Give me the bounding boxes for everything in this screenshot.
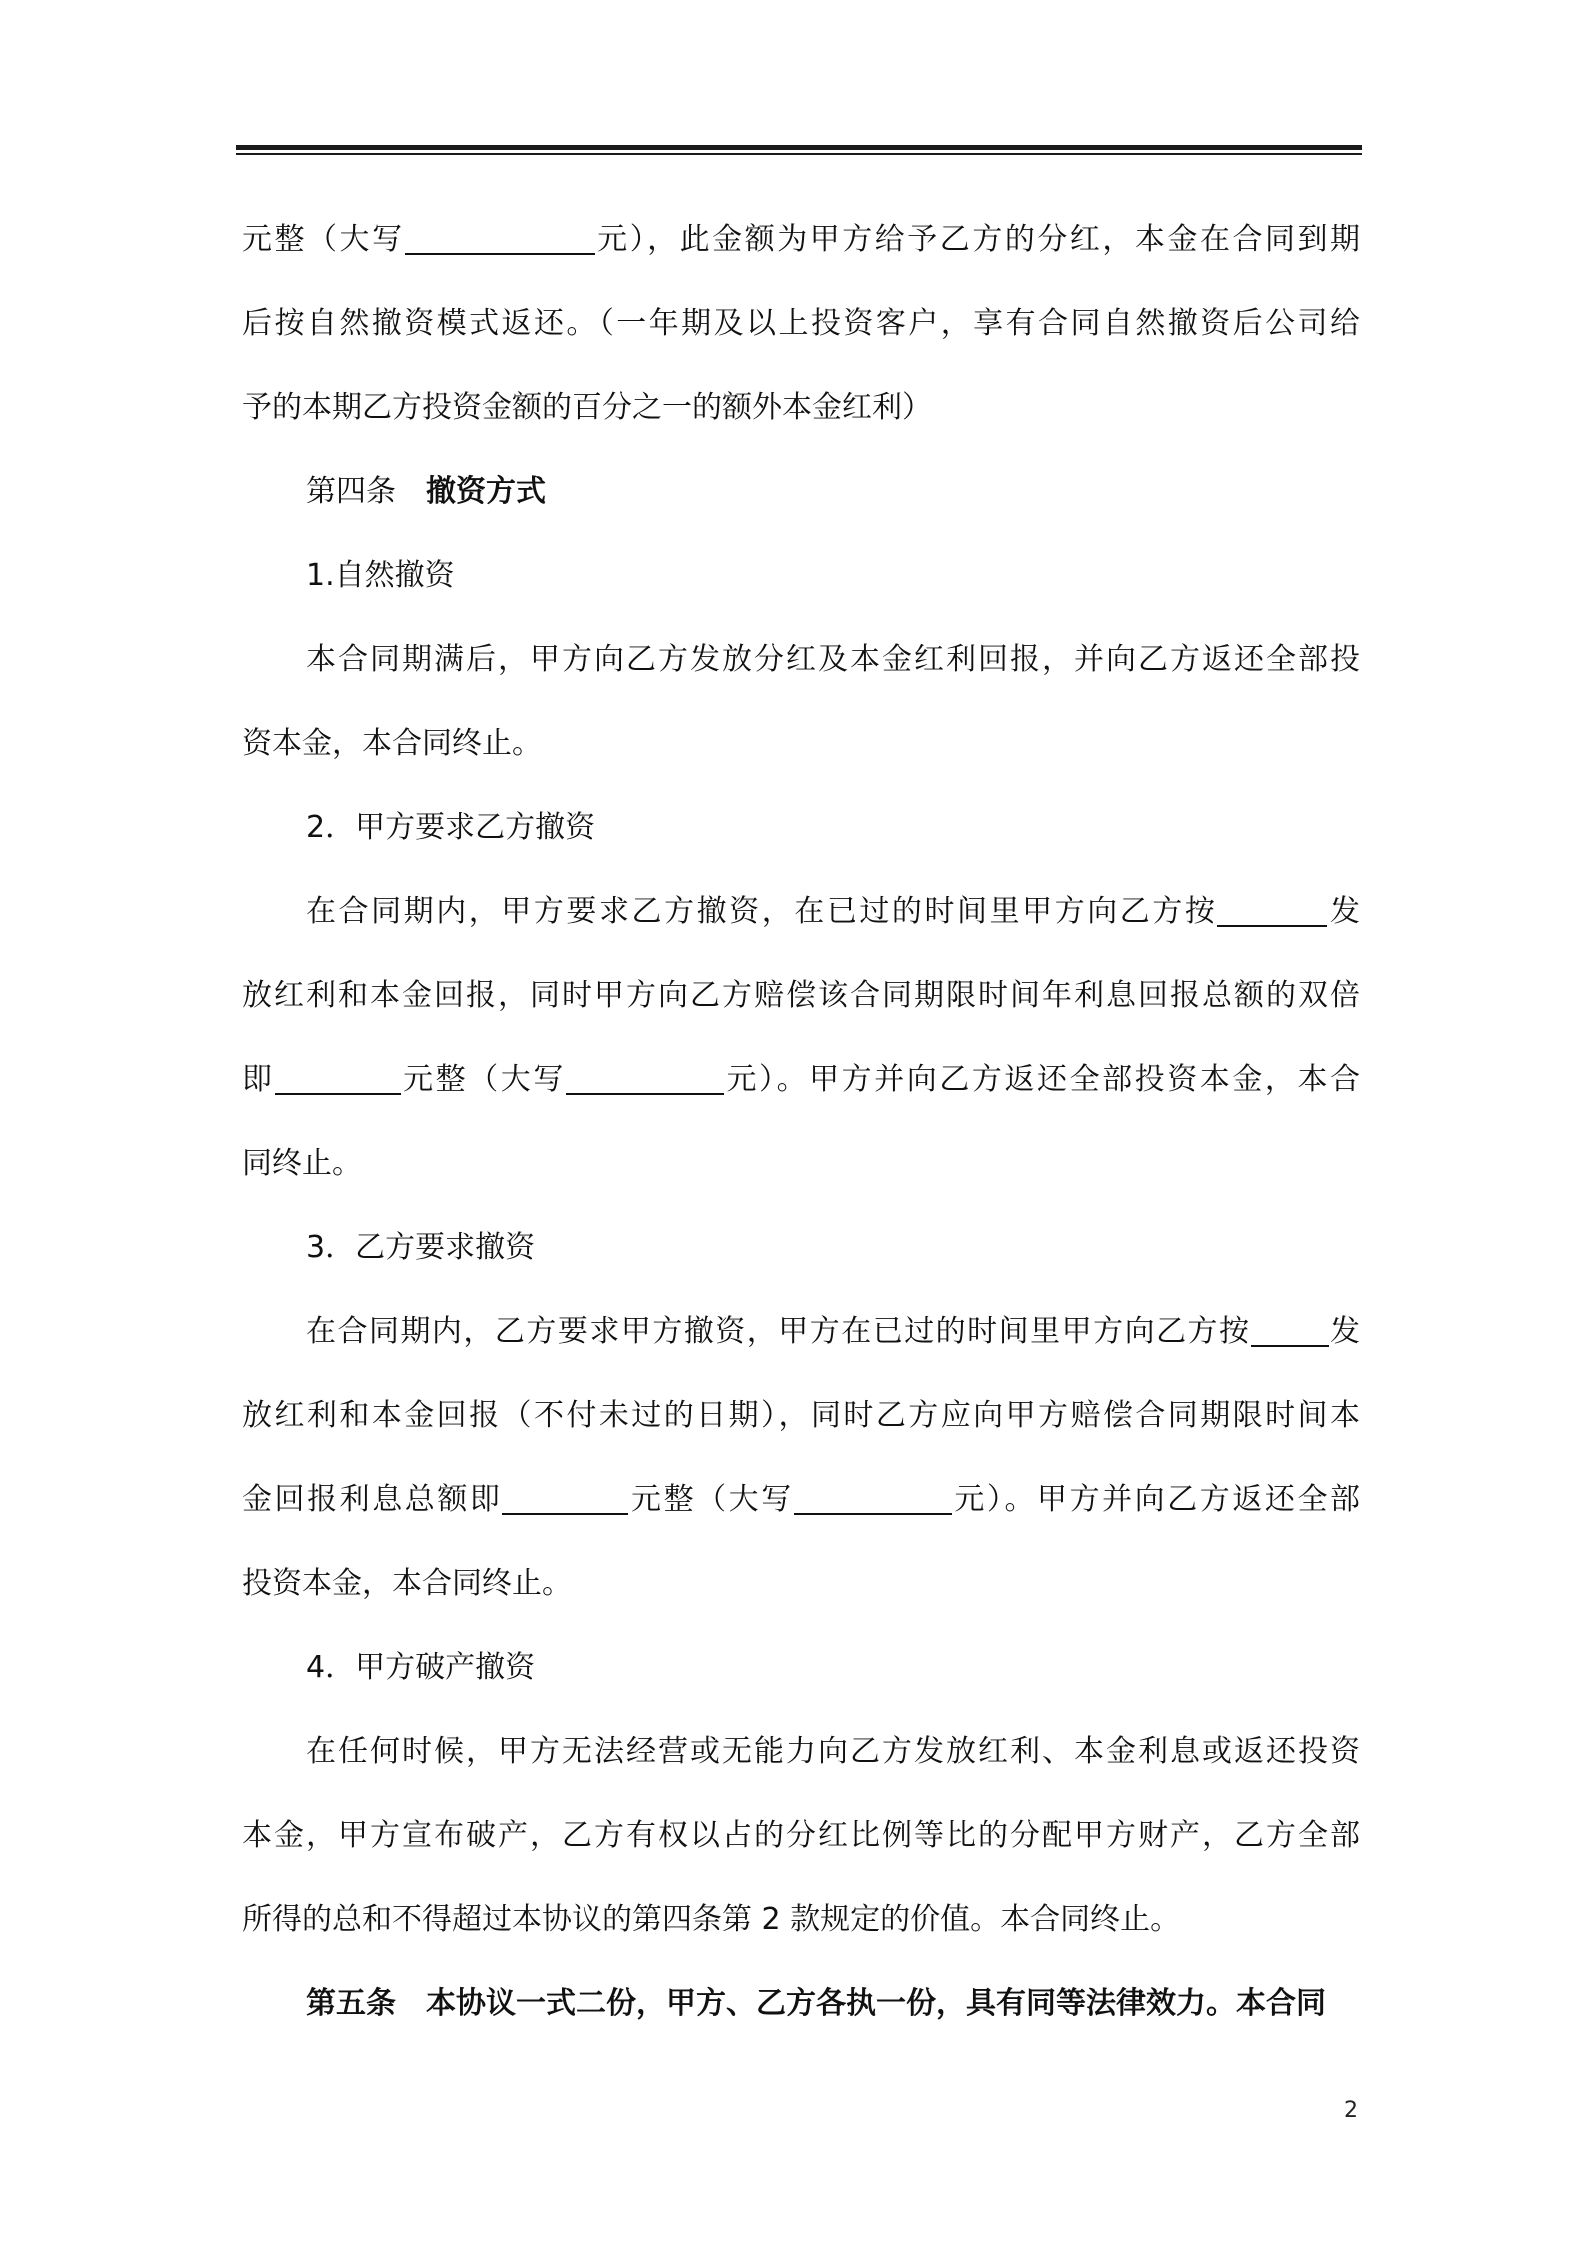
- paragraph-line: 投资本金，本合同终止。: [242, 1566, 572, 1601]
- paragraph-line: 本金，甲方宣布破产，乙方有权以占的分红比例等比的分配甲方财产，乙方全部: [242, 1818, 1360, 1853]
- paragraph-line: 即 元整（大写 元）。甲方并向乙方返还全部投资本金，本合: [242, 1062, 1360, 1097]
- header-rule-thick: [236, 145, 1362, 150]
- fill-in-blank: [566, 1063, 724, 1095]
- section-heading: 4．甲方破产撤资: [306, 1650, 536, 1685]
- article-title: 撤资方式: [426, 474, 546, 509]
- paragraph-line: 资本金，本合同终止。: [242, 726, 542, 761]
- paragraph-line: 在合同期内，甲方要求乙方撤资，在已过的时间里甲方向乙方按 发: [306, 894, 1360, 929]
- article-heading: [242, 1962, 1360, 2046]
- article-text: 本协议一式二份，甲方、乙方各执一份，具有同等法律效力。本合同: [426, 1986, 1326, 2021]
- document-body: [242, 198, 1360, 2046]
- header-rule-thin: [236, 153, 1362, 155]
- article-label: 第四条: [306, 474, 396, 509]
- fill-in-blank: [405, 223, 595, 255]
- fill-in-blank: [1217, 895, 1327, 927]
- paragraph-line: 在任何时候，甲方无法经营或无能力向乙方发放红利、本金利息或返还投资: [306, 1734, 1360, 1769]
- paragraph-line: 元整（大写 元），此金额为甲方给予乙方的分红，本金在合同到期: [242, 222, 1360, 257]
- paragraph-line: 在合同期内，乙方要求甲方撤资，甲方在已过的时间里甲方向乙方按 发: [306, 1314, 1360, 1349]
- paragraph-line: 金回报利息总额即 元整（大写 元）。甲方并向乙方返还全部: [242, 1482, 1360, 1517]
- article-heading: [242, 450, 1360, 534]
- paragraph-line: 同终止。: [242, 1146, 362, 1181]
- fill-in-blank: [502, 1483, 628, 1515]
- page-number: 2: [1344, 2098, 1358, 2123]
- fill-in-blank: [1251, 1315, 1329, 1347]
- paragraph-line: 予的本期乙方投资金额的百分之一的额外本金红利）: [242, 390, 932, 425]
- paragraph-line: 放红利和本金回报（不付未过的日期），同时乙方应向甲方赔偿合同期限时间本: [242, 1398, 1360, 1433]
- section-heading: 2．甲方要求乙方撤资: [306, 810, 596, 845]
- section-heading: 1.自然撤资: [306, 558, 455, 593]
- paragraph-line: 放红利和本金回报，同时甲方向乙方赔偿该合同期限时间年利息回报总额的双倍: [242, 978, 1360, 1013]
- fill-in-blank: [794, 1483, 952, 1515]
- paragraph-line: 本合同期满后，甲方向乙方发放分红及本金红利回报，并向乙方返还全部投: [306, 642, 1360, 677]
- fill-in-blank: [275, 1063, 401, 1095]
- paragraph-line: 后按自然撤资模式返还。（一年期及以上投资客户，享有合同自然撤资后公司给: [242, 306, 1360, 341]
- paragraph-line: 所得的总和不得超过本协议的第四条第 2 款规定的价值。本合同终止。: [242, 1902, 1181, 1937]
- article-label: 第五条: [306, 1986, 396, 2021]
- section-heading: 3．乙方要求撤资: [306, 1230, 536, 1265]
